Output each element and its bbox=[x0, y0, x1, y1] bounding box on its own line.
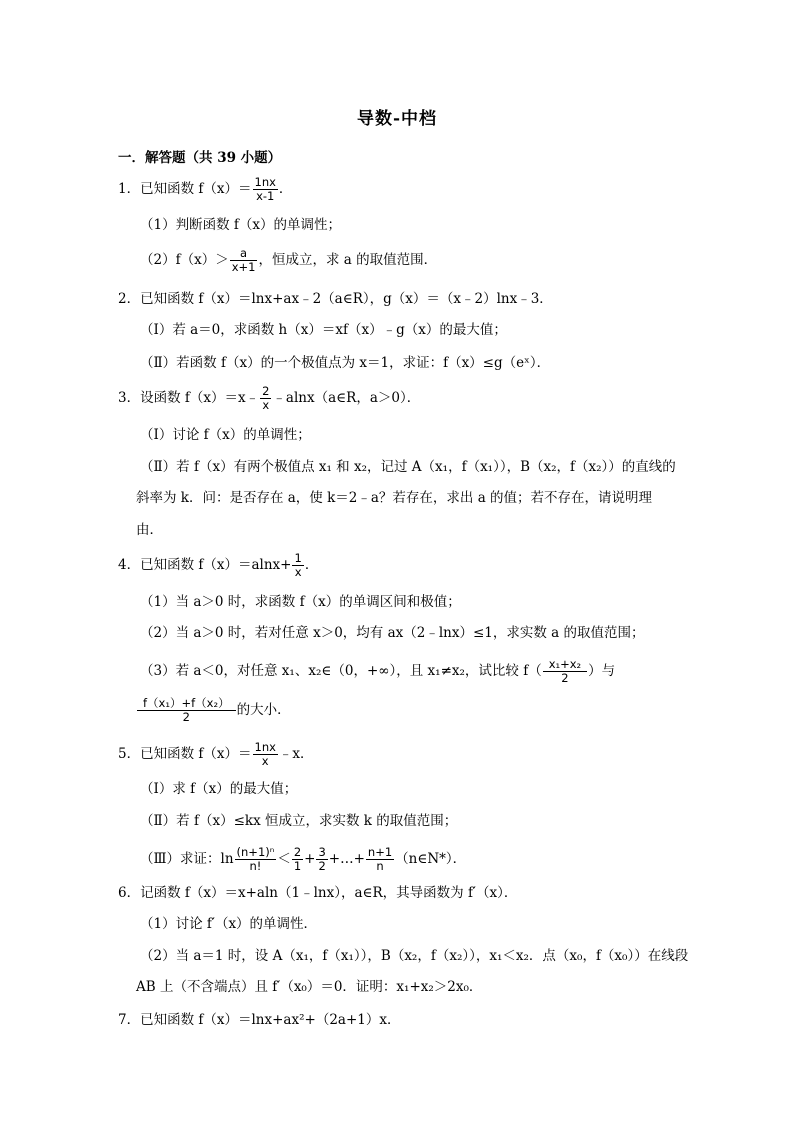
question-4-part-3-cont: $\frac{\text{f（x₁）+f（x₂）}}{2}$ 的大小． bbox=[136, 697, 291, 724]
question-4-part-1: （1）当 a＞0 时，求函数 f（x）的单调区间和极值； bbox=[140, 594, 461, 610]
page-title: 导数-中档 bbox=[356, 109, 438, 129]
fraction: $\frac{a}{x+1}$ bbox=[231, 246, 256, 274]
question-3-part-2-cont: 斜率为 k．问：是否存在 a，使 k＝2﹣a？若存在，求出 a 的值；若不存在，请说明理 bbox=[136, 490, 653, 506]
question-6: 6．记函数 f（x）＝x+aln（1﹣lnx），a∈R，其导函数为 f′（x）． bbox=[118, 885, 518, 901]
fraction: $\frac{2}{x}$ bbox=[262, 384, 270, 412]
question-1: 1．已知函数 f（x）＝ $\frac{1nx}{x-1}$ ． bbox=[118, 175, 293, 203]
fraction: $\frac{\text{f（x₁）+f（x₂）}}{2}$ bbox=[137, 697, 236, 724]
question-3: 3．设函数 f（x）＝x﹣ $\frac{2}{x}$ ﹣alnx（a∈R，a＞0）． bbox=[118, 384, 421, 412]
question-3-part-2: （Ⅱ）若 f（x）有两个极值点 x₁ 和 x₂，记过 A（x₁，f（x₁）），B（x₂，f（x₂））的直线的 bbox=[140, 459, 676, 475]
section-heading: 一．解答题（共 39 小题） bbox=[118, 150, 282, 166]
fraction: $\frac{1nx}{x-1}$ bbox=[254, 175, 276, 203]
fraction: $\frac{n+1}{n}$ bbox=[367, 845, 393, 873]
fraction: $\frac{1}{x}$ bbox=[294, 551, 302, 579]
question-2: 2．已知函数 f（x）＝lnx+ax﹣2（a∈R），g（x）＝（x﹣2）lnx﹣3． bbox=[118, 291, 553, 307]
fraction: $\frac{2}{1}$ bbox=[293, 845, 302, 873]
question-5-part-2: （Ⅱ）若 f（x）≤kx 恒成立，求实数 k 的取值范围； bbox=[140, 813, 458, 829]
q1-prefix: 1．已知函数 f（x）＝ bbox=[118, 181, 252, 197]
fraction: $\frac{\text{x₁+x₂}}{2}$ bbox=[543, 658, 587, 685]
question-6-part-2-cont: AB 上（不含端点）且 f′（x₀）＝0．证明：x₁+x₂＞2x₀． bbox=[136, 979, 483, 995]
question-3-part-1: （Ⅰ）讨论 f（x）的单调性； bbox=[140, 427, 311, 443]
fraction: $\frac{3}{2}$ bbox=[318, 845, 326, 873]
question-2-part-2: （Ⅱ）若函数 f（x）的一个极值点为 x＝1，求证：f（x）≤g（eˣ）． bbox=[140, 355, 551, 371]
question-4-part-3: （3）若 a＜0，对任意 x₁、x₂∈（0，+∞），且 x₁≠x₂，试比较 f（ $\frac{\text{x₁+x₂}}{2}$ ）与 bbox=[140, 657, 616, 685]
fraction: $\frac{\text{(n+1)ⁿ}}{n!}$ bbox=[236, 845, 275, 873]
question-5-part-1: （Ⅰ）求 f（x）的最大值； bbox=[140, 781, 298, 797]
question-1-part-1: （1）判断函数 f（x）的单调性； bbox=[140, 217, 341, 233]
fraction: $\frac{1nx}{x}$ bbox=[254, 740, 276, 768]
question-5: 5．已知函数 f（x）＝ $\frac{1nx}{x}$ ﹣x． bbox=[118, 740, 314, 768]
question-5-part-3: （Ⅲ）求证：ln $\frac{\text{(n+1)ⁿ}}{n!}$ ＜ $\frac{2}{1}$ + $\frac{3}{2}$ +…+ $\frac{n+1}{n}$ （n∈N*）． bbox=[140, 845, 467, 873]
question-6-part-2: （2）当 a＝1 时，设 A（x₁，f（x₁）），B（x₂，f（x₂）），x₁＜x₂．点（x₀，f（x₀））在线段 bbox=[140, 948, 689, 964]
question-4-part-2: （2）当 a＞0 时，若对任意 x＞0，均有 ax（2﹣lnx）≤1，求实数 a 的取值范围； bbox=[140, 625, 645, 641]
question-6-part-1: （1）讨论 f′（x）的单调性． bbox=[140, 916, 318, 932]
question-4: 4．已知函数 f（x）＝alnx+ $\frac{1}{x}$ ． bbox=[118, 551, 319, 579]
question-3-part-2-end: 由． bbox=[136, 522, 163, 538]
question-1-part-2: （2）f（x）＞ $\frac{a}{x+1}$ ，恒成立，求 a 的取值范围． bbox=[140, 246, 438, 274]
question-7: 7．已知函数 f（x）＝lnx+ax²+（2a+1）x． bbox=[118, 1012, 401, 1028]
question-2-part-1: （Ⅰ）若 a＝0，求函数 h（x）＝xf（x）﹣g（x）的最大值； bbox=[140, 322, 507, 338]
